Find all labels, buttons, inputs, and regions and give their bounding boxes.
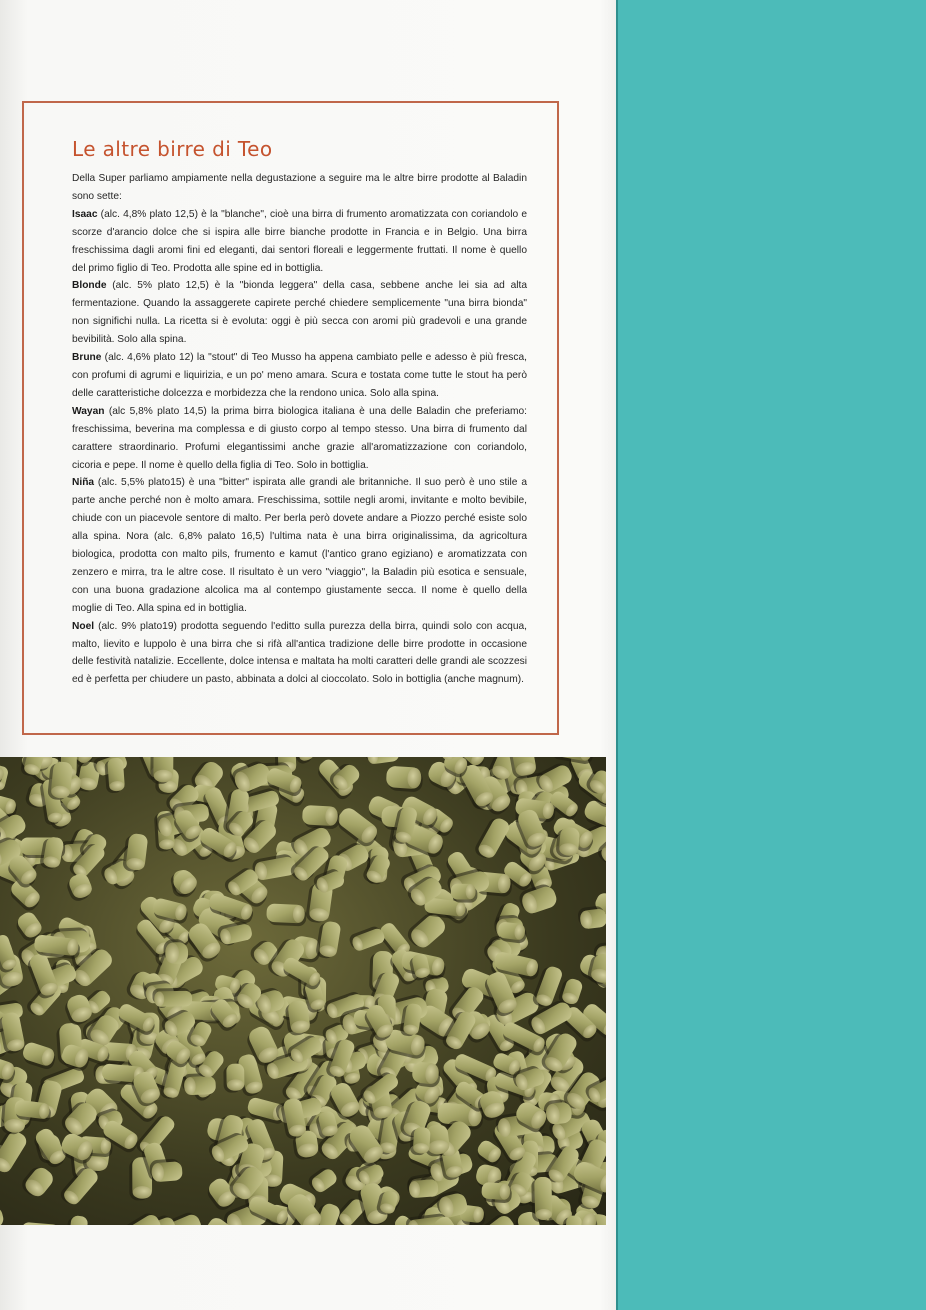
beer-entry-wayan bbox=[72, 403, 527, 475]
beer-description: (alc. 5,5% plato15) è una "bitter" ispirata alle grandi ale britanniche. Il suo però è uno stile a parte anche perché non è molto amara. Freschissima, sottile negli aromi, invitante e molto bevibile, chiude con un piacevole sentore di malto. Per berla però dovete andare a Piozzo perché esiste solo alla spina. Nora (alc. 6,8% palato 16,5) l'ultima nata è una birra originalissima, da agricoltura biologica, prodotta con malto pils, frumento e kamut (l'antico grano egiziano) e aromatizzata con zenzero e mirra, tra le altre cose. Il risultato è un vero "viaggio", la Baladin più esotica e sensuale, con una buona gradazione alcolica ma al contempo giustamente secca. Il nome è quello della moglie di Teo. Alla spina ed in bottiglia. bbox=[72, 477, 527, 614]
beer-description: (alc. 9% plato19) prodotta seguendo l'editto sulla purezza della birra, quindi solo con acqua, malto, lievito e luppolo è una birra che si rifà all'antica tradizione delle birre prodotte in occasione delle festività natalizie. Eccellente, dolce intensa e maltata ha molti caratteri delle grandi ale scozzesi ed è perfetta per chiudere un pasto, abbinata a dolci al cioccolato. Solo in bottiglia (anche magnum). bbox=[72, 620, 527, 686]
beer-name: Blonde bbox=[72, 280, 107, 292]
beer-description: (alc. 4,6% plato 12) la "stout" di Teo Musso ha appena cambiato pelle e adesso è più fresca, con profumi di agrumi e liquirizia, e un po' meno amara. Scura e tostata come tutte le stout ha però delle caratteristiche dolcezza e morbidezza che la rendono unica. Solo alla spina. bbox=[72, 352, 527, 399]
teal-side-panel bbox=[616, 0, 926, 1310]
beer-entry-nina bbox=[72, 474, 527, 617]
beer-description: (alc 5,8% plato 14,5) la prima birra biologica italiana è una delle Baladin che preferiamo: freschissima, beverina ma complessa e di giusto corpo al tempo stesso. Una birra di frumento dal carattere straordinario. Profumi elegantissimi anche grazie all'aromatizzazione con coriandolo, cicoria e pepe. Il nome è quello della figlia di Teo. Solo in bottiglia. bbox=[72, 405, 527, 471]
beer-name: Wayan bbox=[72, 405, 105, 417]
beer-name: Noel bbox=[72, 620, 95, 632]
article-title: Le altre birre di Teo bbox=[72, 137, 273, 161]
beer-entry-isaac bbox=[72, 206, 527, 278]
beer-name: Brune bbox=[72, 352, 102, 364]
hop-pellets-photo bbox=[0, 757, 606, 1225]
beer-entry-brune bbox=[72, 349, 527, 403]
beer-entry-noel bbox=[72, 618, 527, 690]
beer-description: (alc. 5% plato 12,5) è la "bionda leggera" della casa, sebbene anche lei sia ad alta fermentazione. Quando la assaggerete capirete perché chiedere semplicemente "una birra bionda" non significhi nulla. La ricetta si è evoluta: oggi è più secca con aromi più gradevoli e una grande bevibilità. Solo alla spina. bbox=[72, 280, 527, 346]
beer-entry-blonde bbox=[72, 277, 527, 349]
article-box bbox=[22, 101, 559, 735]
hop-pellets-illustration bbox=[0, 757, 606, 1225]
article-body bbox=[72, 170, 527, 689]
beer-name: Niña bbox=[72, 477, 95, 489]
beer-description: (alc. 4,8% plato 12,5) è la "blanche", cioè una birra di frumento aromatizzata con coriandolo e scorze d'arancio dolce che si ispira alle birre bianche prodotte in Francia e in Belgio. Una birra freschissima dagli aromi fini ed eleganti, dai sentori floreali e leggermente fruttati. Il nome è quello del primo figlio di Teo. Prodotta alle spine ed in bottiglia. bbox=[72, 208, 527, 274]
beer-name: Isaac bbox=[72, 208, 98, 220]
article-intro: Della Super parliamo ampiamente nella degustazione a seguire ma le altre birre prodotte al Baladin sono sette: bbox=[72, 173, 527, 202]
